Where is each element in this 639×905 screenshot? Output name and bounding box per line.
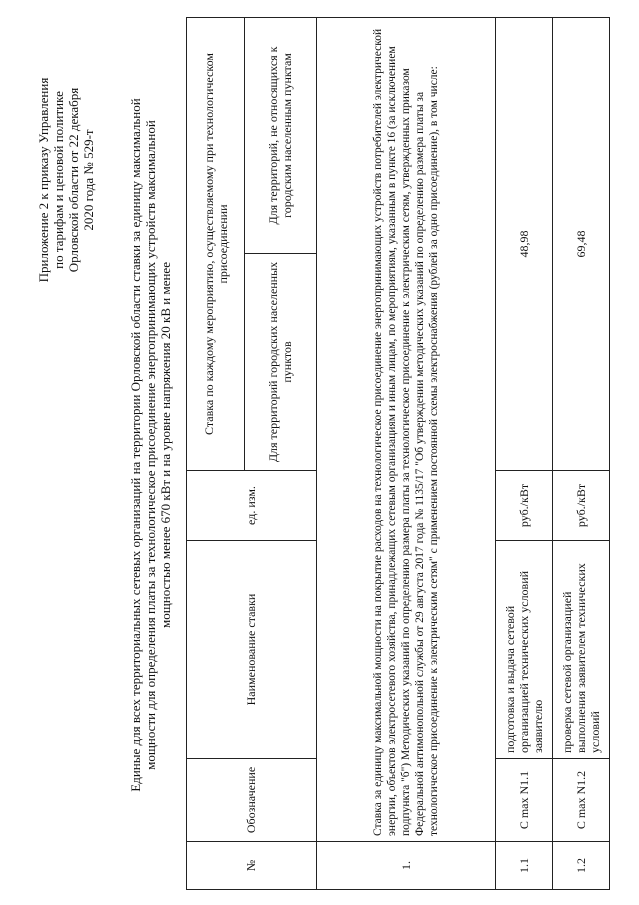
row-unit: руб./кВт [552,471,609,541]
appendix-line: Приложение 2 к приказу Управления [36,77,51,283]
header-number: № [187,842,317,890]
section-number: 1. [316,842,495,890]
appendix-line: Орловской области от 22 декабря [66,87,81,273]
row-name: проверка сетевой организацией выполнения заявителем технических условий [552,541,609,759]
row-number: 1.2 [552,842,609,890]
row-number: 1.1 [495,842,552,890]
header-rate-group: Ставка по каждому мероприятию, осуществляемому при технологическом присоединении [187,18,245,471]
row-unit: руб./кВт [495,471,552,541]
table-section-row [316,18,495,890]
header-unit: ед. изм. [187,471,317,541]
table-row [495,18,552,890]
document-title [128,45,173,845]
appendix-note [36,55,96,305]
row-value: 69,48 [552,18,609,471]
title-line: мощности для определения платы за технологическое присоединение энергопринимающих устройств максимальной [143,120,158,770]
header-rural: Для территорий, не относящихся к городским населенным пунктам [245,18,317,254]
title-line: мощностью менее 670 кВт и на уровне напряжения 20 кВ и менее [158,262,173,628]
header-urban: Для территорий городских населенных пунктов [245,254,317,471]
table-row [552,18,609,890]
row-designation: C max N1.1 [495,759,552,842]
title-line: Единые для всех территориальных сетевых организаций на территории Орловской области ставки за единицу максимальной [128,98,143,792]
appendix-line: 2020 года № 529-т [81,129,96,231]
header-designation: Обозначение [187,759,317,842]
row-name: подготовка и выдача сетевой организацией технических условий заявителю [495,541,552,759]
row-value: 48,98 [495,18,552,471]
appendix-line: по тарифам и ценовой политике [51,91,66,269]
tariff-table [186,17,610,890]
section-description: Ставка за единицу максимальной мощности на покрытие расходов на технологическое присоединение энергопринимающих устройств потребителей электрической энергии, объектов электросетевого хозяйства, принадлежащих сетевым организациям и иным лицам, по мероприятиям, указанным в пункте 16 (за исключением подпункта "б") Методических указаний по определению размера платы за технологическое присоединение к электрическим сетям, утвержденных приказом Федеральной антимонопольной службы от 29 августа 2017 года № 1135/17 "Об утверждении методических указаний по определению размера платы за технологическое присоединение к электрическим сетям" с применением постоянной схемы электроснабжения (рублей за одно присоединение), в том числе: [316,18,495,842]
header-rate-name: Наименование ставки [187,541,317,759]
table-header-row [187,18,245,890]
row-designation: C max N1.2 [552,759,609,842]
